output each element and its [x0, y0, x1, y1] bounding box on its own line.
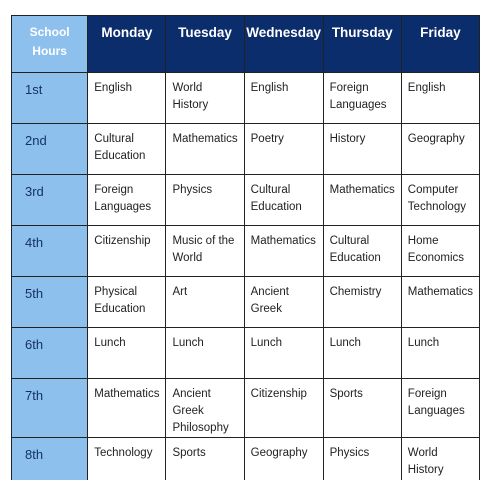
subject-cell: English	[88, 73, 166, 124]
subject-cell: Home Economics	[401, 226, 479, 277]
school-hours-label: School Hours	[29, 25, 70, 58]
day-header-monday: Monday	[88, 16, 166, 73]
timetable-header	[12, 16, 480, 73]
subject-cell: Sports	[166, 438, 244, 480]
subject-cell: Technology	[88, 438, 166, 480]
subject-cell: Sports	[323, 379, 401, 438]
subject-cell: Music of the World	[166, 226, 244, 277]
table-row	[12, 328, 480, 379]
subject-cell: Art	[166, 277, 244, 328]
subject-cell: English	[244, 73, 323, 124]
day-header-friday: Friday	[401, 16, 479, 73]
hour-cell: 2nd	[12, 124, 88, 175]
subject-cell: Poetry	[244, 124, 323, 175]
table-row	[12, 124, 480, 175]
table-row	[12, 379, 480, 438]
subject-cell: Lunch	[401, 328, 479, 379]
subject-cell: Cultural Education	[244, 175, 323, 226]
hour-cell: 5th	[12, 277, 88, 328]
hour-cell: 7th	[12, 379, 88, 438]
school-timetable	[11, 15, 480, 480]
subject-cell: Foreign Languages	[401, 379, 479, 438]
subject-cell: Mathematics	[88, 379, 166, 438]
subject-cell: Physics	[166, 175, 244, 226]
subject-cell: Mathematics	[244, 226, 323, 277]
subject-cell: Lunch	[88, 328, 166, 379]
subject-cell: Geography	[244, 438, 323, 480]
subject-cell: Foreign Languages	[323, 73, 401, 124]
subject-cell: Ancient Greek Philosophy	[166, 379, 244, 438]
subject-cell: Lunch	[323, 328, 401, 379]
hour-cell: 1st	[12, 73, 88, 124]
subject-cell: History	[323, 124, 401, 175]
subject-cell: Chemistry	[323, 277, 401, 328]
table-row	[12, 175, 480, 226]
subject-cell: Foreign Languages	[88, 175, 166, 226]
subject-cell: Cultural Education	[88, 124, 166, 175]
table-row	[12, 73, 480, 124]
hour-cell: 6th	[12, 328, 88, 379]
subject-cell: World History	[166, 73, 244, 124]
subject-cell: Computer Technology	[401, 175, 479, 226]
subject-cell: Ancient Greek	[244, 277, 323, 328]
day-header-thursday: Thursday	[323, 16, 401, 73]
subject-cell: Lunch	[244, 328, 323, 379]
table-row	[12, 277, 480, 328]
subject-cell: Mathematics	[401, 277, 479, 328]
day-header-tuesday: Tuesday	[166, 16, 244, 73]
day-header-wednesday: Wednesday	[244, 16, 323, 73]
subject-cell: Citizenship	[88, 226, 166, 277]
table-row	[12, 438, 480, 480]
subject-cell: Citizenship	[244, 379, 323, 438]
hour-cell: 4th	[12, 226, 88, 277]
subject-cell: Mathematics	[166, 124, 244, 175]
subject-cell: Lunch	[166, 328, 244, 379]
subject-cell: Physics	[323, 438, 401, 480]
hour-cell: 3rd	[12, 175, 88, 226]
subject-cell: Geography	[401, 124, 479, 175]
header-row	[12, 16, 480, 73]
school-hours-header	[12, 16, 88, 73]
subject-cell: Mathematics	[323, 175, 401, 226]
subject-cell: Cultural Education	[323, 226, 401, 277]
table-row	[12, 226, 480, 277]
timetable-body	[12, 73, 480, 480]
subject-cell: English	[401, 73, 479, 124]
hour-cell: 8th	[12, 438, 88, 480]
subject-cell: Physical Education	[88, 277, 166, 328]
subject-cell: World History	[401, 438, 479, 480]
